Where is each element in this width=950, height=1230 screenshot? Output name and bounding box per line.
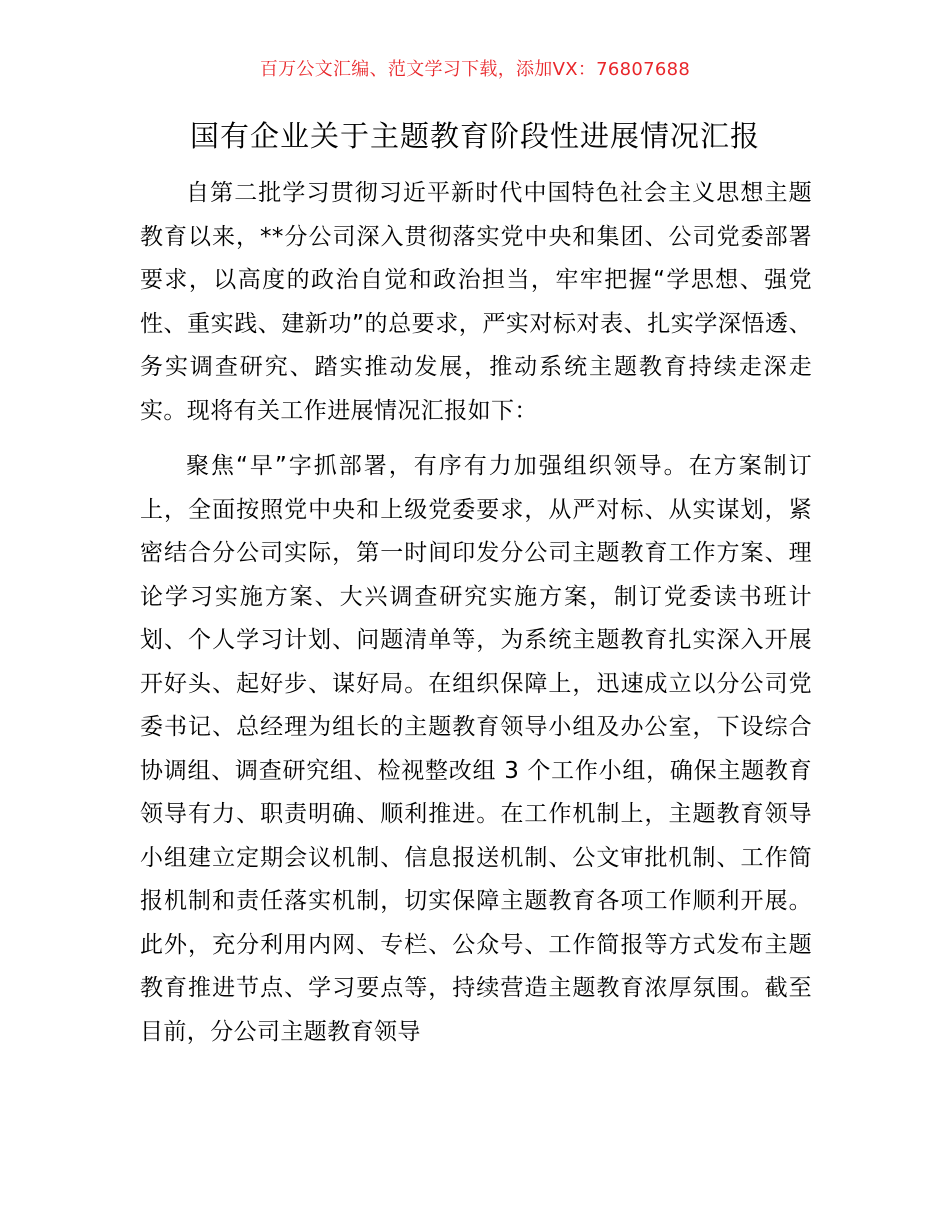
body-paragraph-2: 聚焦“早”字抓部署，有序有力加强组织领导。在方案制订上，全面按照党中央和上级党委要求，从严对标、从实谋划，紧密结合分公司实际，第一时间印发分公司主题教育工作方案、理论学习实施方案、大兴调查研究实施方案，制订党委读书班计划、个人学习计划、问题清单等，为系统主题教育扎实深入开展开好头、起好步、谋好局。在组织保障上，迅速成立以分公司党委书记、总经理为组长的主题教育领导小组及办公室，下设综合协调组、调查研究组、检视整改组 3 个工作小组，确保主题教育领导有力、职责明确、顺利推进。在工作机制上，主题教育领导小组建立定期会议机制、信息报送机制、公文审批机制、工作简报机制和责任落实机制，切实保障主题教育各项工作顺利开展。此外，充分利用内网、专栏、公众号、工作简报等方式发布主题教育推进节点、学习要点等，持续营造主题教育浓厚氛围。截至目前，分公司主题教育领导 (140, 453, 812, 1045)
header-watermark-note: 百万公文汇编、范文学习下载，添加VX：76807688 (259, 59, 691, 80)
document-body (140, 172, 812, 1066)
document-title: 国有企业关于主题教育阶段性进展情况汇报 (189, 119, 760, 153)
body-paragraph-1: 自第二批学习贯彻习近平新时代中国特色社会主义思想主题教育以来，**分公司深入贯彻落实党中央和集团、公司党委部署要求，以高度的政治自觉和政治担当，牢牢把握“学思想、强党性、重实践、建新功”的总要求，严实对标对表、扎实学深悟透、务实调查研究、踏实推动发展，推动系统主题教育持续走深走实。现将有关工作进展情况汇报如下： (140, 180, 812, 424)
